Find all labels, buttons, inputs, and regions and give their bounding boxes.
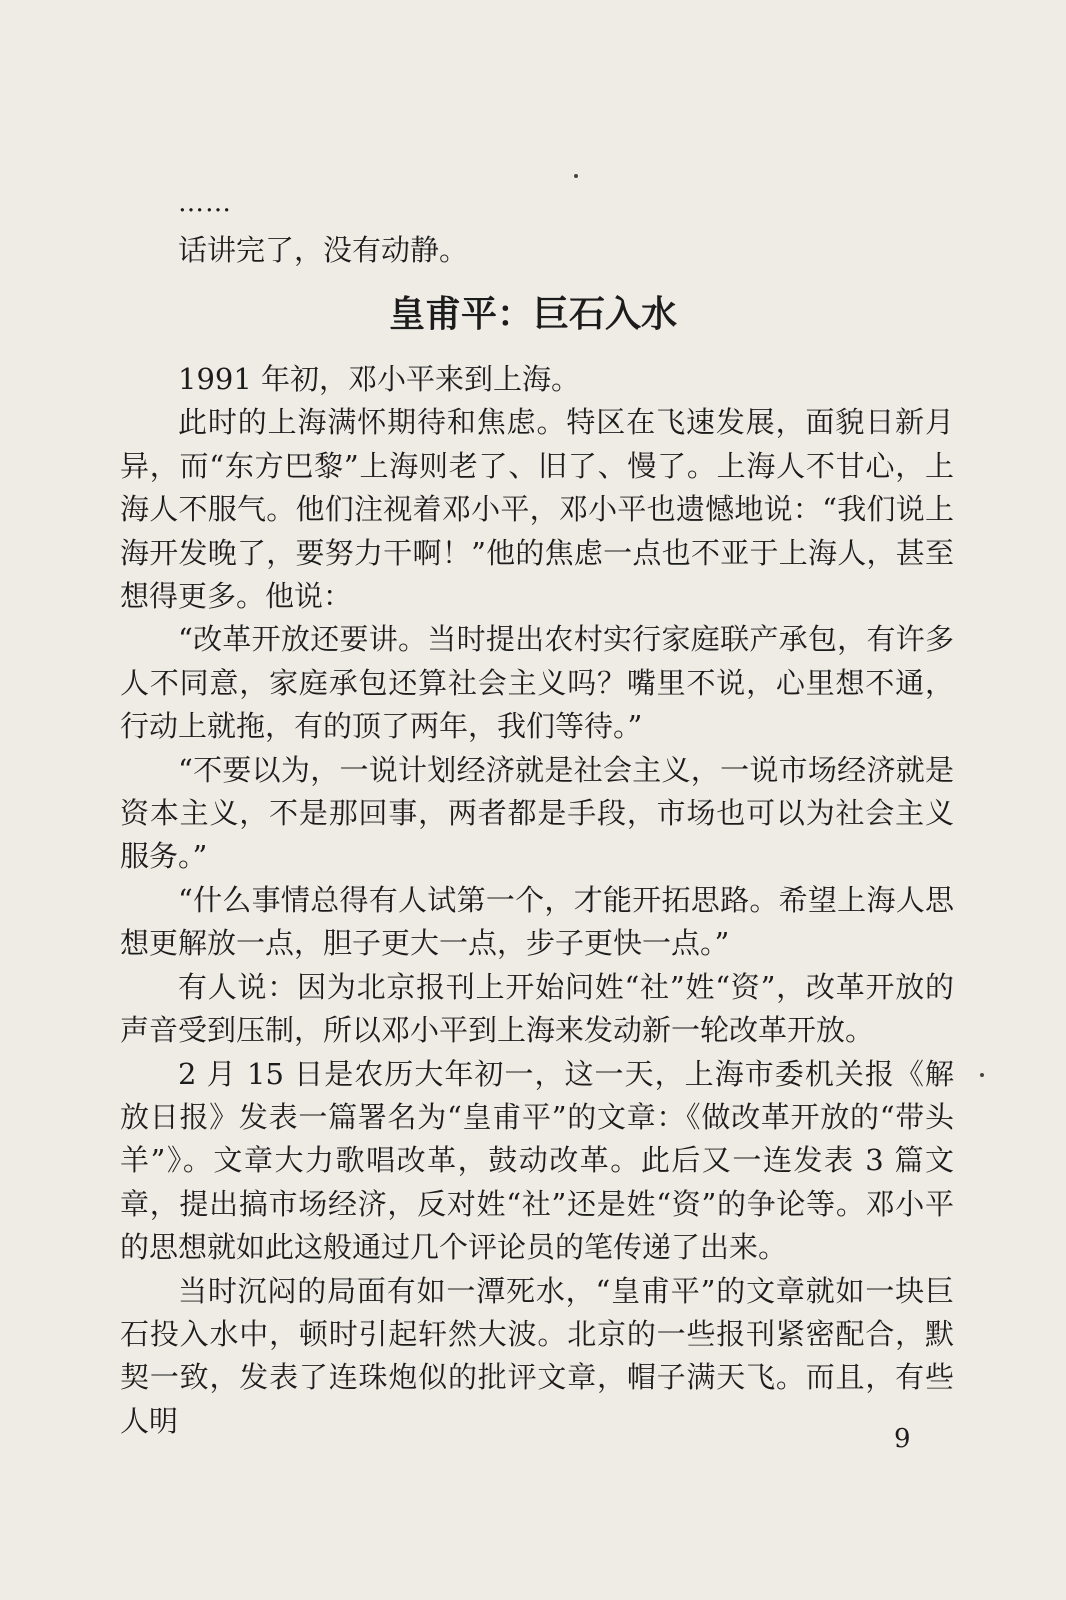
section-heading: 皇甫平：巨石入水 [388,294,677,335]
paragraph: 1991 年初，邓小平来到上海。 [178,362,581,396]
paragraph: “不要以为，一说计划经济就是社会主义，一说市场经济就是资本主义，不是那回事，两者都是手段，市场也可以为社会主义服务。” [120,752,954,874]
print-speck [980,1073,984,1077]
paragraph: “改革开放还要讲。当时提出农村实行家庭联产承包，有许多人不同意，家庭承包还算社会主义吗？嘴里不说，心里想不通，行动上就拖，有的顶了两年，我们等待。” [120,622,954,744]
page-number: 9 [894,1424,911,1454]
paragraph: 此时的上海满怀期待和焦虑。特区在飞速发展，面貌日新月异，而“东方巴黎”上海则老了、旧了、慢了。上海人不甘心，上海人不服气。他们注视着邓小平，邓小平也遗憾地说：“我们说上海开发晚了，要努力干啊！”他的焦虑一点也不亚于上海人，甚至想得更多。他说： [120,405,954,614]
paragraph: 有人说：因为北京报刊上开始问姓“社”姓“资”，改革开放的声音受到压制，所以邓小平到上海来发动新一轮改革开放。 [120,969,954,1048]
continuation-line: 话讲完了，没有动静。 [178,233,469,267]
paragraph: 当时沉闷的局面有如一潭死水，“皇甫平”的文章就如一块巨石投入水中，顿时引起轩然大波。北京的一些报刊紧密配合，默契一致，发表了连珠炮似的批评文章，帽子满天飞。而且，有些人明 [120,1273,954,1438]
paragraph: “什么事情总得有人试第一个，才能开拓思路。希望上海人思想更解放一点，胆子更大一点，步子更快一点。” [120,882,954,961]
print-speck [574,174,578,178]
body-text [120,358,954,1443]
paragraph: 2 月 15 日是农历大年初一，这一天，上海市委机关报《解放日报》发表一篇署名为“皇甫平”的文章：《做改革开放的“带头羊”》。文章大力歌唱改革，鼓动改革。此后又一连发表 3 篇文章，提出搞市场经济，反对姓“社”还是姓“资”的争论等。邓小平的思想就如此这般通过几个评论员的笔传递了出来。 [120,1056,954,1265]
continuation-ellipsis: …… [178,188,232,218]
